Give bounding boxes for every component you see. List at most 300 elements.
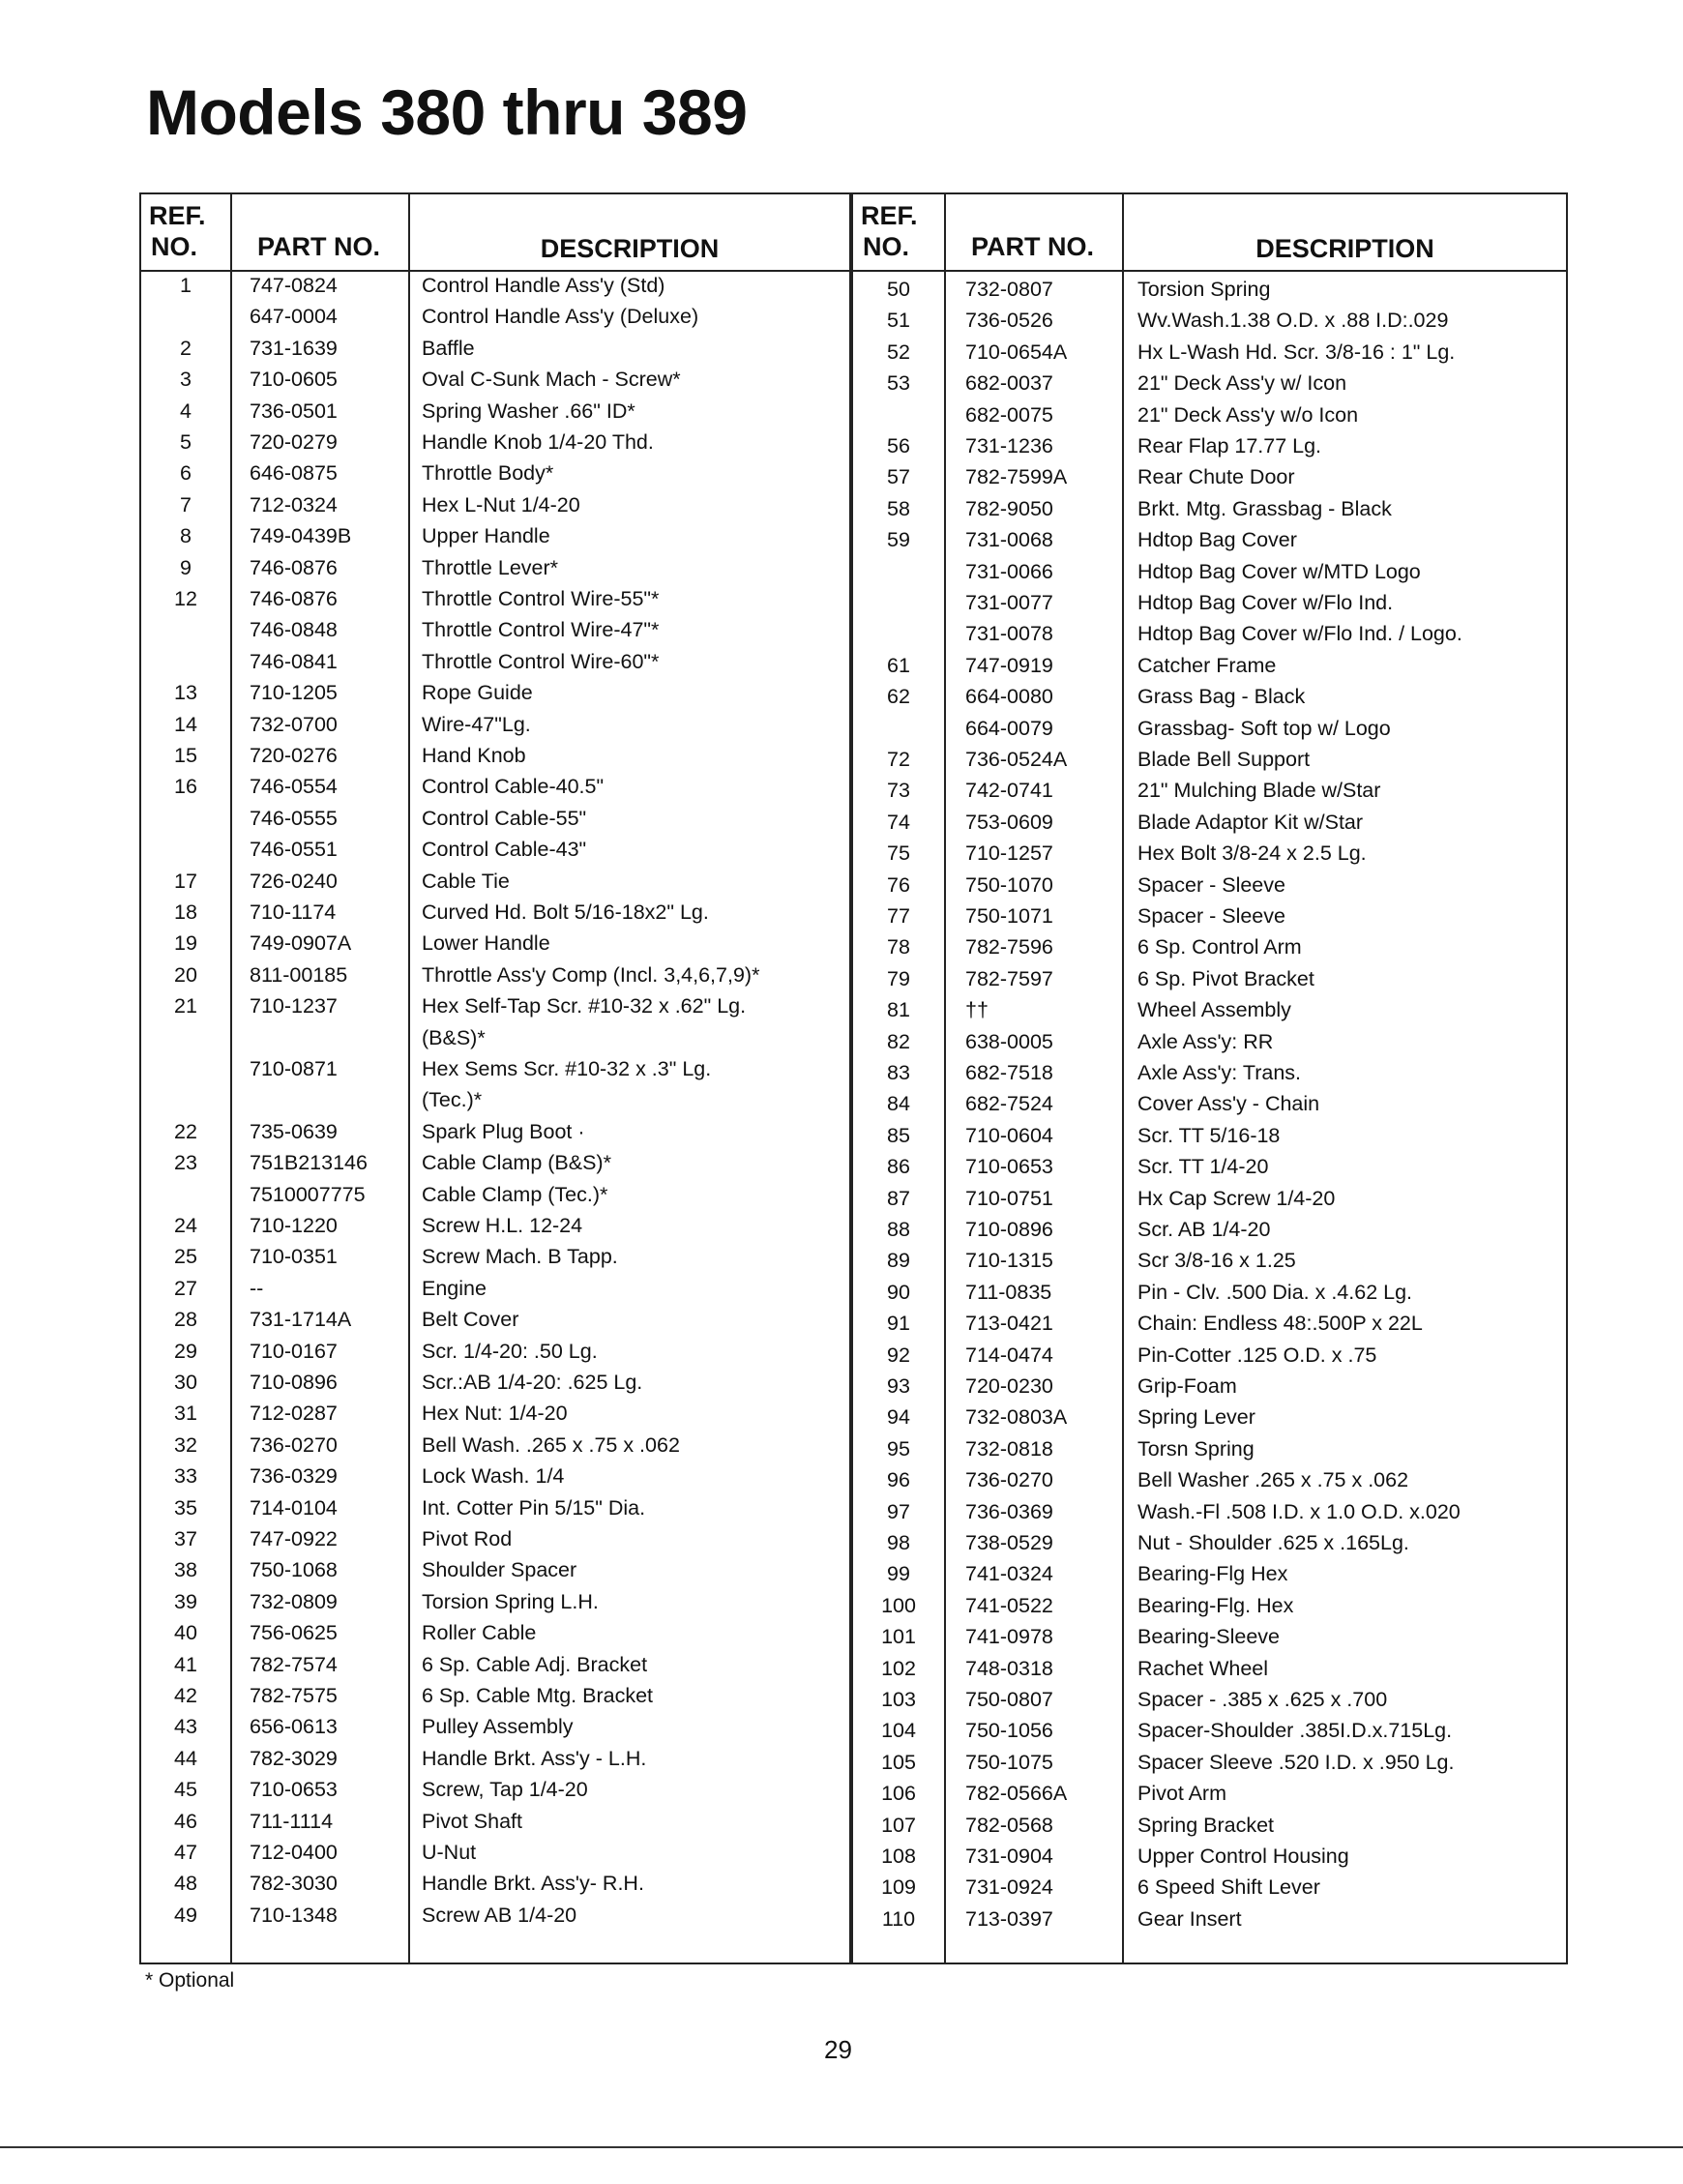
part-no-cell: 782-0566A xyxy=(965,1782,1068,1806)
ref-no-cell: 103 xyxy=(881,1688,916,1711)
ref-no-cell: 57 xyxy=(887,465,910,489)
part-no-cell: 751B213146 xyxy=(250,1151,368,1175)
table-row xyxy=(141,897,849,928)
table-row xyxy=(141,1304,849,1335)
description-cell: 21" Deck Ass'y w/o Icon xyxy=(1137,402,1359,427)
part-no-cell: 647-0004 xyxy=(250,305,338,329)
ref-no-cell: 102 xyxy=(881,1656,916,1680)
description-cell: 6 Sp. Cable Adj. Bracket xyxy=(422,1652,648,1676)
table-row xyxy=(141,990,849,1021)
description-cell: Handle Brkt. Ass'y- R.H. xyxy=(422,1872,644,1896)
ref-no-cell: 39 xyxy=(174,1589,197,1613)
part-no-cell: 712-0287 xyxy=(250,1402,338,1426)
part-no-cell: 731-0066 xyxy=(965,559,1053,583)
part-no-cell: 746-0554 xyxy=(250,775,338,799)
ref-no-cell: 106 xyxy=(881,1782,916,1806)
ref-no-cell: 72 xyxy=(887,748,910,771)
part-no-cell: 750-0807 xyxy=(965,1688,1053,1711)
description-cell: 6 Speed Shift Lever xyxy=(1137,1875,1320,1900)
part-no-cell: 682-0075 xyxy=(965,402,1053,427)
table-row xyxy=(141,1053,849,1084)
description-cell: Screw H.L. 12-24 xyxy=(422,1214,583,1237)
ref-no-cell: 49 xyxy=(174,1903,197,1927)
description-cell: Nut - Shoulder .625 x .165Lg. xyxy=(1137,1531,1409,1554)
ref-header-line2: NO. xyxy=(863,232,910,261)
table-row xyxy=(141,1586,849,1617)
table-row xyxy=(141,1398,849,1429)
part-no-cell: 713-0397 xyxy=(965,1906,1053,1931)
table-row xyxy=(141,646,849,677)
table-row xyxy=(141,1084,849,1115)
description-cell: Pivot Rod xyxy=(422,1527,513,1550)
table-row xyxy=(853,1558,1566,1589)
part-no-cell: 746-0841 xyxy=(250,649,338,673)
table-row xyxy=(141,740,849,771)
table-row xyxy=(141,1116,849,1147)
description-cell: Hex Sems Scr. #10-32 x .3" Lg. xyxy=(422,1057,712,1080)
part-no-cell: 782-7574 xyxy=(250,1652,338,1676)
ref-no-cell: 27 xyxy=(174,1276,197,1300)
description-cell: Upper Control Housing xyxy=(1137,1845,1349,1868)
table-row xyxy=(853,1778,1566,1809)
part-no-cell: 747-0824 xyxy=(250,274,338,297)
description-cell: Torsion Spring L.H. xyxy=(422,1589,599,1613)
description-cell: Pivot Arm xyxy=(1137,1782,1226,1806)
table-row xyxy=(853,430,1566,461)
part-no-cell: 731-0077 xyxy=(965,591,1053,614)
description-cell: Scr 3/8-16 x 1.25 xyxy=(1137,1249,1296,1273)
description-cell: Pin-Cotter .125 O.D. x .75 xyxy=(1137,1343,1377,1367)
table-row xyxy=(141,1273,849,1304)
description-header: DESCRIPTION xyxy=(540,234,720,263)
part-no-header: PART NO. xyxy=(257,232,380,261)
description-cell: (B&S)* xyxy=(422,1025,486,1049)
part-no-cell: 750-1068 xyxy=(250,1558,338,1582)
ref-no-cell: 100 xyxy=(881,1593,916,1617)
description-cell: Grassbag- Soft top w/ Logo xyxy=(1137,716,1391,740)
table-row xyxy=(853,1747,1566,1778)
ref-no-cell: 88 xyxy=(887,1218,910,1241)
part-no-cell: 711-1114 xyxy=(250,1809,334,1833)
description-cell: Spacer - Sleeve xyxy=(1137,872,1285,897)
description-cell: Hex Self-Tap Scr. #10-32 x .62" Lg. xyxy=(422,994,747,1018)
description-cell: Hdtop Bag Cover w/Flo Ind. xyxy=(1137,591,1394,614)
table-row xyxy=(853,1245,1566,1276)
part-no-cell: 741-0324 xyxy=(965,1562,1053,1586)
description-cell: Throttle Body* xyxy=(422,461,554,486)
ref-no-cell: 1 xyxy=(180,274,192,297)
table-row xyxy=(853,1715,1566,1746)
ref-no-cell: 30 xyxy=(174,1371,197,1394)
table-row xyxy=(141,1837,849,1868)
part-no-cell: 736-0270 xyxy=(250,1432,338,1457)
description-cell: 6 Sp. Pivot Bracket xyxy=(1137,966,1314,990)
description-cell: Throttle Control Wire-47"* xyxy=(422,618,660,642)
ref-no-cell: 105 xyxy=(881,1750,916,1774)
table-row xyxy=(853,1308,1566,1339)
description-cell: Wv.Wash.1.38 O.D. x .88 I.D:.029 xyxy=(1137,309,1449,333)
part-no-cell: 746-0876 xyxy=(250,587,338,610)
description-cell: Brkt. Mtg. Grassbag - Black xyxy=(1137,496,1392,520)
description-cell: 21" Mulching Blade w/Star xyxy=(1137,779,1381,803)
description-cell: Hdtop Bag Cover w/MTD Logo xyxy=(1137,559,1421,583)
ref-no-cell: 110 xyxy=(881,1906,916,1931)
ref-no-cell: 12 xyxy=(174,587,197,610)
ref-no-cell: 44 xyxy=(174,1746,197,1770)
part-no-cell: 811-00185 xyxy=(250,962,348,987)
table-row xyxy=(853,1590,1566,1621)
ref-no-cell: 84 xyxy=(887,1092,910,1116)
description-cell: Cable Clamp (Tec.)* xyxy=(422,1182,608,1206)
description-cell: Spring Lever xyxy=(1137,1405,1255,1430)
table-row xyxy=(141,333,849,364)
description-cell: (Tec.)* xyxy=(422,1088,483,1112)
description-cell: Grip-Foam xyxy=(1137,1374,1237,1398)
table-row xyxy=(141,270,849,301)
ref-no-cell: 38 xyxy=(174,1558,197,1582)
table-row xyxy=(141,457,849,488)
ref-no-cell: 41 xyxy=(174,1652,197,1676)
table-row xyxy=(141,677,849,708)
table-row xyxy=(853,931,1566,962)
table-row xyxy=(141,771,849,802)
description-cell: Bell Washer .265 x .75 x .062 xyxy=(1137,1468,1409,1492)
table-row xyxy=(853,1120,1566,1151)
part-no-cell: 747-0919 xyxy=(965,653,1053,677)
description-cell: Bearing-Sleeve xyxy=(1137,1625,1281,1649)
ref-no-cell: 48 xyxy=(174,1872,197,1896)
table-row xyxy=(141,1774,849,1805)
table-row xyxy=(853,744,1566,775)
part-no-cell: 710-1315 xyxy=(965,1249,1053,1273)
parts-table-left xyxy=(139,192,851,1964)
description-cell: Control Handle Ass'y (Std) xyxy=(422,274,665,297)
part-no-cell: †† xyxy=(965,998,989,1022)
table-row xyxy=(853,650,1566,681)
table-row xyxy=(141,709,849,740)
part-no-cell: 782-7597 xyxy=(965,966,1053,990)
description-cell: Belt Cover xyxy=(422,1308,519,1332)
description-cell: Scr. 1/4-20: .50 Lg. xyxy=(422,1339,598,1363)
table-row xyxy=(853,963,1566,994)
description-cell: Hx Cap Screw 1/4-20 xyxy=(1137,1186,1336,1210)
part-no-cell: 710-0604 xyxy=(965,1123,1053,1147)
part-no-cell: 711-0835 xyxy=(965,1280,1052,1304)
table-row xyxy=(853,681,1566,712)
table-row xyxy=(141,1711,849,1742)
description-cell: Shoulder Spacer xyxy=(422,1558,577,1582)
table-row xyxy=(853,524,1566,555)
part-no-cell: 732-0807 xyxy=(965,278,1053,301)
description-cell: Upper Handle xyxy=(422,524,550,548)
ref-no-cell: 21 xyxy=(174,994,197,1018)
ref-no-cell: 58 xyxy=(887,496,910,520)
ref-no-cell: 74 xyxy=(887,810,910,834)
part-no-cell: 712-0324 xyxy=(250,492,338,516)
description-cell: Spacer-Shoulder .385I.D.x.715Lg. xyxy=(1137,1719,1453,1743)
description-cell: Wire-47"Lg. xyxy=(422,712,531,736)
part-no-cell: 782-3030 xyxy=(250,1872,338,1896)
part-no-cell: 710-0871 xyxy=(250,1057,338,1080)
description-cell: Hex L-Nut 1/4-20 xyxy=(422,492,580,516)
part-no-cell: 638-0005 xyxy=(965,1029,1053,1053)
part-no-cell: 732-0803A xyxy=(965,1405,1068,1430)
ref-no-cell: 107 xyxy=(881,1813,916,1837)
part-no-cell: 736-0526 xyxy=(965,309,1053,333)
ref-no-cell: 37 xyxy=(174,1527,197,1550)
ref-no-cell: 28 xyxy=(174,1308,197,1332)
part-no-cell: 731-0904 xyxy=(965,1845,1053,1868)
part-no-cell: 732-0818 xyxy=(965,1436,1053,1461)
ref-no-cell: 50 xyxy=(887,278,910,301)
ref-no-cell: 79 xyxy=(887,966,910,990)
ref-no-cell: 52 xyxy=(887,339,910,364)
description-cell: Hdtop Bag Cover w/Flo Ind. / Logo. xyxy=(1137,622,1462,646)
description-cell: Bell Wash. .265 x .75 x .062 xyxy=(422,1432,680,1457)
table-row xyxy=(141,866,849,897)
ref-no-cell: 33 xyxy=(174,1464,197,1489)
ref-no-cell: 76 xyxy=(887,872,910,897)
part-no-cell: 710-1174 xyxy=(250,900,337,924)
table-row xyxy=(141,301,849,332)
ref-no-cell: 86 xyxy=(887,1155,910,1179)
description-cell: Scr. TT 5/16-18 xyxy=(1137,1123,1281,1147)
description-cell: Throttle Ass'y Comp (Incl. 3,4,6,7,9)* xyxy=(422,962,760,987)
ref-no-cell: 29 xyxy=(174,1339,197,1363)
part-no-cell: 746-0876 xyxy=(250,555,338,579)
description-cell: Oval C-Sunk Mach - Screw* xyxy=(422,368,681,392)
description-cell: Rear Flap 17.77 Lg. xyxy=(1137,434,1322,457)
part-no-cell: 664-0080 xyxy=(965,685,1053,709)
table-row xyxy=(853,493,1566,524)
ref-no-cell: 75 xyxy=(887,841,910,866)
ref-no-cell: 94 xyxy=(887,1405,910,1430)
table-row xyxy=(853,1277,1566,1308)
ref-no-cell: 104 xyxy=(881,1719,916,1743)
ref-header-line2: NO. xyxy=(151,232,198,261)
page-number: 29 xyxy=(824,2035,852,2064)
description-cell: Bearing-Flg Hex xyxy=(1137,1562,1288,1586)
description-cell: Rope Guide xyxy=(422,681,533,705)
part-no-cell: 731-1639 xyxy=(250,336,338,360)
parts-table-right xyxy=(851,192,1568,1964)
table-row xyxy=(141,1336,849,1367)
description-cell: Engine xyxy=(422,1276,487,1300)
part-no-cell: 750-1056 xyxy=(965,1719,1053,1743)
table-row xyxy=(853,337,1566,368)
table-row xyxy=(853,1433,1566,1464)
ref-no-cell: 92 xyxy=(887,1343,910,1367)
part-no-cell: 746-0555 xyxy=(250,806,338,830)
ref-no-cell: 47 xyxy=(174,1841,197,1864)
table-row xyxy=(141,1554,849,1585)
part-no-cell: 656-0613 xyxy=(250,1715,338,1739)
ref-no-cell: 9 xyxy=(180,555,192,579)
description-cell: Handle Knob 1/4-20 Thd. xyxy=(422,430,654,454)
table-row xyxy=(141,834,849,865)
part-no-cell: 782-7575 xyxy=(250,1684,338,1707)
part-no-cell: 748-0318 xyxy=(965,1656,1053,1680)
ref-no-cell: 15 xyxy=(174,744,197,767)
part-no-cell: 710-0653 xyxy=(965,1155,1053,1179)
description-cell: Bearing-Flg. Hex xyxy=(1137,1593,1294,1617)
part-no-cell: 756-0625 xyxy=(250,1621,338,1645)
description-cell: Pin - Clv. .500 Dia. x .4.62 Lg. xyxy=(1137,1280,1413,1304)
description-cell: Rear Chute Door xyxy=(1137,465,1295,489)
table-row xyxy=(853,556,1566,587)
table-row xyxy=(853,1496,1566,1527)
description-cell: Control Cable-43" xyxy=(422,838,587,862)
description-cell: Spacer - .385 x .625 x .700 xyxy=(1137,1688,1388,1711)
ref-no-cell: 2 xyxy=(180,336,192,360)
ref-no-cell: 98 xyxy=(887,1531,910,1554)
ref-no-cell: 6 xyxy=(180,461,192,486)
description-cell: Cover Ass'y - Chain xyxy=(1137,1092,1320,1116)
table-row xyxy=(853,1183,1566,1214)
part-no-cell: 720-0230 xyxy=(965,1374,1053,1398)
table-row xyxy=(853,1214,1566,1245)
part-no-cell: 726-0240 xyxy=(250,869,338,893)
ref-no-cell: 101 xyxy=(881,1625,916,1649)
part-no-cell: 782-7599A xyxy=(965,465,1068,489)
part-no-cell: 741-0522 xyxy=(965,1593,1053,1617)
description-cell: Hex Nut: 1/4-20 xyxy=(422,1402,568,1426)
description-cell: Screw AB 1/4-20 xyxy=(422,1903,577,1927)
part-no-cell: 714-0474 xyxy=(965,1343,1053,1367)
description-cell: Torsn Spring xyxy=(1137,1436,1255,1461)
ref-no-cell: 40 xyxy=(174,1621,197,1645)
description-cell: Scr. TT 1/4-20 xyxy=(1137,1155,1269,1179)
description-cell: Blade Adaptor Kit w/Star xyxy=(1137,810,1364,834)
part-no-cell: 710-1220 xyxy=(250,1214,338,1237)
part-no-cell: 782-7596 xyxy=(965,935,1053,959)
ref-no-cell: 108 xyxy=(881,1845,916,1868)
part-no-cell: 710-1257 xyxy=(965,841,1053,866)
description-header: DESCRIPTION xyxy=(1255,234,1434,263)
ref-header-line1: REF. xyxy=(861,201,918,230)
part-no-cell: 710-0896 xyxy=(250,1371,338,1394)
description-cell: Throttle Control Wire-60"* xyxy=(422,649,660,673)
ref-no-cell: 91 xyxy=(887,1312,910,1336)
part-no-cell: 710-0654A xyxy=(965,339,1068,364)
part-no-cell: 682-7518 xyxy=(965,1061,1053,1084)
table-row xyxy=(141,1680,849,1711)
ref-no-cell: 32 xyxy=(174,1432,197,1457)
table-row xyxy=(853,1872,1566,1903)
part-no-cell: 710-0167 xyxy=(250,1339,338,1363)
ref-no-cell: 61 xyxy=(887,653,910,677)
table-row xyxy=(853,1653,1566,1684)
part-no-cell: 682-0037 xyxy=(965,371,1053,396)
description-cell: Gear Insert xyxy=(1137,1906,1242,1931)
part-no-cell: 713-0421 xyxy=(965,1312,1053,1336)
table-row xyxy=(141,583,849,614)
table-row xyxy=(853,807,1566,838)
ref-no-cell: 90 xyxy=(887,1280,910,1304)
part-no-cell: 710-1348 xyxy=(250,1903,338,1927)
description-cell: Control Cable-55" xyxy=(422,806,587,830)
description-cell: Int. Cotter Pin 5/15" Dia. xyxy=(422,1495,646,1520)
part-no-cell: 746-0848 xyxy=(250,618,338,642)
part-no-cell: 749-0907A xyxy=(250,931,352,956)
table-row xyxy=(853,994,1566,1025)
ref-no-cell: 25 xyxy=(174,1245,197,1269)
part-no-cell: 782-9050 xyxy=(965,496,1053,520)
part-no-cell: 731-1236 xyxy=(965,434,1053,457)
description-cell: Hdtop Bag Cover xyxy=(1137,528,1297,552)
table-row xyxy=(141,928,849,959)
description-cell: Cable Tie xyxy=(422,869,510,893)
part-no-cell: 710-0653 xyxy=(250,1778,338,1802)
description-cell: Control Cable-40.5" xyxy=(422,775,605,799)
part-no-cell: 741-0978 xyxy=(965,1625,1053,1649)
table-row xyxy=(141,427,849,457)
part-no-cell: 742-0741 xyxy=(965,779,1053,803)
part-no-cell: 731-1714A xyxy=(250,1308,352,1332)
description-cell: Pulley Assembly xyxy=(422,1715,574,1739)
ref-no-cell: 97 xyxy=(887,1499,910,1523)
ref-no-cell: 62 xyxy=(887,685,910,709)
part-no-cell: 710-1237 xyxy=(250,994,338,1018)
table-row xyxy=(853,775,1566,806)
part-no-cell: 736-0270 xyxy=(965,1468,1053,1492)
bottom-rule xyxy=(0,2146,1683,2148)
table-row xyxy=(853,1402,1566,1432)
part-no-cell: 736-0501 xyxy=(250,398,338,423)
description-cell: Baffle xyxy=(422,336,475,360)
description-cell: Throttle Control Wire-55"* xyxy=(422,587,660,610)
part-no-cell: 746-0551 xyxy=(250,838,338,862)
description-cell: Spacer - Sleeve xyxy=(1137,904,1285,928)
ref-no-cell: 23 xyxy=(174,1151,197,1175)
table-row xyxy=(141,1179,849,1210)
ref-no-cell: 96 xyxy=(887,1468,910,1492)
part-no-cell: 753-0609 xyxy=(965,810,1053,834)
part-no-cell: 782-0568 xyxy=(965,1813,1053,1837)
part-no-cell: 731-0924 xyxy=(965,1875,1053,1900)
part-no-cell: 7510007775 xyxy=(250,1182,366,1206)
description-cell: Hand Knob xyxy=(422,744,526,767)
part-no-cell: 720-0279 xyxy=(250,430,338,454)
part-no-cell: 735-0639 xyxy=(250,1119,338,1143)
ref-no-cell: 17 xyxy=(174,869,197,893)
ref-no-cell: 78 xyxy=(887,935,910,959)
description-cell: Handle Brkt. Ass'y - L.H. xyxy=(422,1746,647,1770)
part-no-cell: 738-0529 xyxy=(965,1531,1053,1554)
table-row xyxy=(141,1147,849,1178)
description-cell: Throttle Lever* xyxy=(422,555,559,579)
description-cell: U-Nut xyxy=(422,1841,477,1864)
part-no-cell: 710-0751 xyxy=(965,1186,1053,1210)
ref-no-cell: 24 xyxy=(174,1214,197,1237)
part-no-cell: 710-0605 xyxy=(250,368,338,392)
part-no-cell: 731-0078 xyxy=(965,622,1053,646)
table-row xyxy=(853,274,1566,305)
table-row xyxy=(853,1810,1566,1841)
table-row xyxy=(853,1904,1566,1934)
table-row xyxy=(853,1464,1566,1495)
description-cell: Control Handle Ass'y (Deluxe) xyxy=(422,305,699,329)
ref-no-cell: 82 xyxy=(887,1029,910,1053)
ref-no-cell: 13 xyxy=(174,681,197,705)
ref-no-cell: 19 xyxy=(174,931,197,956)
ref-no-cell: 31 xyxy=(174,1402,197,1426)
ref-no-cell: 18 xyxy=(174,900,197,924)
table-row xyxy=(141,1617,849,1648)
part-no-cell: 714-0104 xyxy=(250,1495,338,1520)
ref-no-cell: 42 xyxy=(174,1684,197,1707)
table-row xyxy=(141,614,849,645)
